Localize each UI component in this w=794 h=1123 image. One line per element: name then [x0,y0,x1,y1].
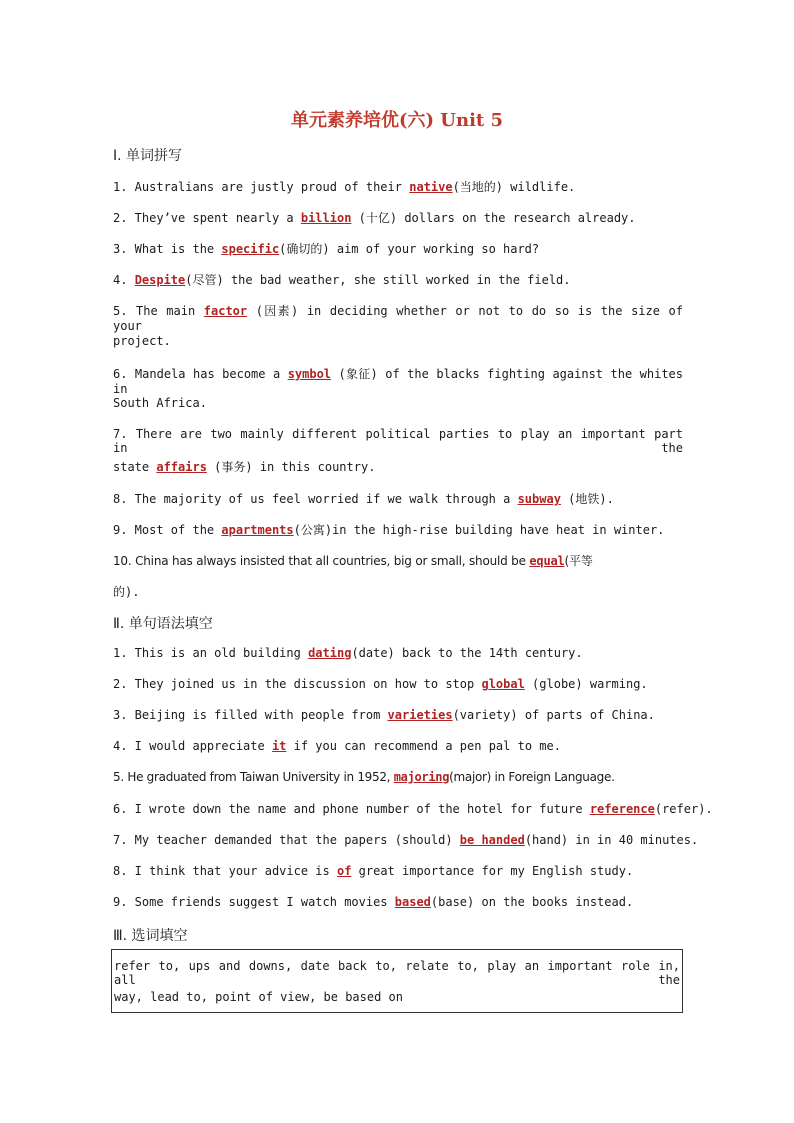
answer: Despite [134,273,186,287]
answer: it [271,739,287,753]
question-1-10-cont: 的). [113,585,140,599]
answer: dating [308,646,352,660]
word-bank-box [111,949,683,1013]
question-2-2: 2. They joined us in the discussion on how to stop global (globe) warming. [113,677,648,691]
answer: affairs [156,460,207,474]
answer: native [409,180,453,194]
answer: equal [529,554,565,568]
section-heading-2: Ⅱ. 单句语法填空 [113,616,213,632]
answer: varieties [387,708,453,722]
question-1-4: 4. Despite(尽管) the bad weather, she still worked in the field. [113,273,571,287]
question-2-9: 9. Some friends suggest I watch movies based(base) on the books instead. [113,895,634,909]
section-heading-1: Ⅰ. 单词拼写 [113,148,183,164]
question-1-5: 5. The main factor (因素) in deciding whether or not to do so is the size of your [113,304,683,333]
answer: symbol [287,367,332,381]
question-1-7: 7. There are two mainly different political parties to play an important part in the [113,427,683,455]
question-2-6: 6. I wrote down the name and phone number of the hotel for future reference(refer). [113,802,713,816]
question-1-3: 3. What is the specific(确切的) aim of your working so hard? [113,242,540,256]
word-bank-line-2: way, lead to, point of view, be based on [114,990,403,1004]
answer: subway [517,492,561,506]
question-1-2: 2. They’ve spent nearly a billion (十亿) dollars on the research already. [113,211,636,225]
question-2-4: 4. I would appreciate it if you can recommend a pen pal to me. [113,739,561,753]
answer: specific [221,242,280,256]
answer: be handed [459,833,525,847]
question-2-8: 8. I think that your advice is of great importance for my English study. [113,864,634,878]
question-2-5: 5. He graduated from Taiwan University in 1952, majoring(major) in Foreign Language. [113,770,615,784]
word-bank-line-1: refer to, ups and downs, date back to, relate to, play an important role in, all the [114,959,680,987]
page-title: 单元素养培优(六) Unit 5 [290,110,504,131]
question-2-1: 1. This is an old building dating(date) back to the 14th century. [113,646,583,660]
question-1-9: 9. Most of the apartments(公寓)in the high-rise building have heat in winter. [113,523,665,537]
question-1-1: 1. Australians are justly proud of their native(当地的) wildlife. [113,180,576,194]
question-1-6: 6. Mandela has become a symbol (象征) of the blacks fighting against the whites in [113,367,684,396]
answer: billion [300,211,352,225]
answer: based [394,895,431,909]
section-heading-3: Ⅲ. 选词填空 [113,928,188,944]
answer: reference [589,802,655,816]
question-1-10: 10. China has always insisted that all countries, big or small, should be equal(平等 [113,554,593,568]
question-1-8: 8. The majority of us feel worried if we walk through a subway (地铁). [113,492,614,506]
question-1-7-cont: state affairs (事务) in this country. [113,460,376,474]
answer: global [481,677,525,691]
question-1-6-cont: South Africa. [113,396,207,410]
answer: of [336,864,352,878]
question-2-7: 7. My teacher demanded that the papers (should) be handed(hand) in in 40 minutes. [113,833,699,847]
answer: apartments [221,523,294,537]
question-1-5-cont: project. [113,334,171,348]
answer: majoring [393,770,450,784]
question-2-3: 3. Beijing is filled with people from varieties(variety) of parts of China. [113,708,655,722]
answer: factor [203,304,248,318]
